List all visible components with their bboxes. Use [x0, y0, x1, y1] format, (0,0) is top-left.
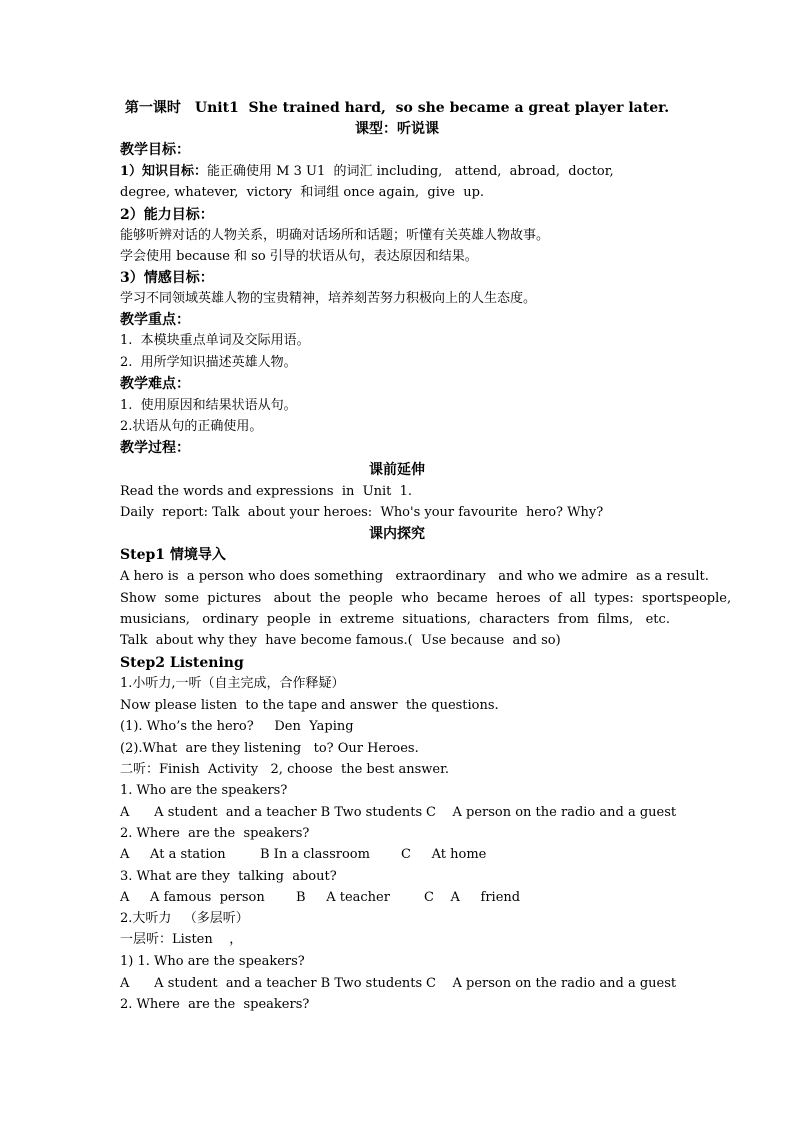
layer1-listen: 一层听：Listen ， [120, 932, 243, 947]
key-point-item-1: 1. 本模块重点单词及交际用语。 [120, 333, 310, 348]
step1-line-3: musicians, ordinary people in extreme situations, characters from films, etc. [120, 612, 670, 627]
objectives-heading: 教学目标： [120, 142, 190, 158]
emotion-line-1: 学习不同领域英雄人物的宝贵精神，培养刻苦努力积极向上的人生态度。 [120, 291, 537, 306]
mc-question-2-option-a: A At a station [120, 847, 226, 862]
step2-sub-1: 1.小听力,一听（自主完成，合作释疑） [120, 676, 345, 691]
key-points-heading: 教学重点： [120, 312, 190, 328]
repeat-question-2: 2. Where are the speakers? [120, 997, 310, 1012]
process-heading: 教学过程： [120, 440, 190, 456]
difficulty-item-2: 2.状语从句的正确使用。 [120, 419, 263, 434]
step1-line-4: Talk about why they have become famous.( Use because and so) [120, 633, 561, 648]
knowledge-line-1: 能正确使用 M 3 U1 的词汇 including, attend, abroad, doctor, [207, 164, 614, 179]
mc-question-3: 3. What are they talking about? [120, 869, 337, 884]
repeat-question-1-option-c: C A person on the radio and a guest [426, 976, 677, 991]
knowledge-objective [120, 163, 614, 181]
mc-question-2-option-c: C At home [401, 847, 487, 862]
mc-question-2-option-b: B In a classroom [260, 847, 370, 862]
key-point-item-2: 2. 用所学知识描述英雄人物。 [120, 355, 297, 370]
step2-sub-2: 2.大听力 （多层听） [120, 911, 249, 926]
difficulty-item-1: 1. 使用原因和结果状语从句。 [120, 398, 297, 413]
step2-line-1: Now please listen to the tape and answer the questions. [120, 698, 499, 713]
ability-line-1: 能够听辨对话的人物关系，明确对话场所和话题；听懂有关英雄人物故事。 [120, 228, 550, 243]
preview-heading: 课前延伸 [369, 462, 425, 478]
mc-question-1: 1. Who are the speakers? [120, 783, 288, 798]
step1-heading: Step1 情境导入 [120, 547, 226, 563]
emotion-heading: 3）情感目标： [120, 270, 214, 286]
preview-line-2: Daily report: Talk about your heroes: Who's your favourite hero? Why? [120, 505, 604, 520]
ability-heading: 2）能力目标： [120, 207, 214, 223]
mc-question-3-option-a: A A famous person [120, 890, 265, 905]
knowledge-heading: 1）知识目标： [120, 164, 208, 179]
repeat-question-1: 1) 1. Who are the speakers? [120, 954, 305, 969]
difficulties-heading: 教学难点： [120, 376, 190, 392]
repeat-question-1-option-ab: A A student and a teacher B Two students [120, 976, 423, 991]
ability-line-2: 学会使用 because 和 so 引导的状语从句，表达原因和结果。 [120, 249, 478, 264]
step2-heading: Step2 Listening [120, 655, 244, 671]
lesson-type: 课型：听说课 [355, 121, 439, 137]
mc-question-3-option-b: B A teacher [296, 890, 390, 905]
second-listen-instruction: 二听：Finish Activity 2, choose the best answer. [120, 762, 450, 777]
knowledge-line-2: degree, whatever, victory 和词组 once again, give up. [120, 185, 485, 200]
mc-question-1-option-c: C A person on the radio and a guest [426, 805, 677, 820]
mc-question-2: 2. Where are the speakers? [120, 826, 310, 841]
step2-question-1: (1). Who’s the hero? Den Yaping [120, 719, 354, 734]
step1-line-2: Show some pictures about the people who became heroes of all types: sportspeople, [120, 591, 732, 606]
preview-line-1: Read the words and expressions in Unit 1. [120, 484, 413, 499]
mc-question-3-option-c: C A friend [424, 890, 521, 905]
explore-heading: 课内探究 [369, 526, 425, 542]
step1-line-1: A hero is a person who does something extraordinary and who we admire as a result. [120, 569, 709, 584]
step2-question-2: (2).What are they listening to? Our Heroes. [120, 741, 419, 756]
lesson-title: 第一课时 Unit1 She trained hard, so she became a great player later. [124, 100, 670, 116]
mc-question-1-option-ab: A A student and a teacher B Two students [120, 805, 423, 820]
